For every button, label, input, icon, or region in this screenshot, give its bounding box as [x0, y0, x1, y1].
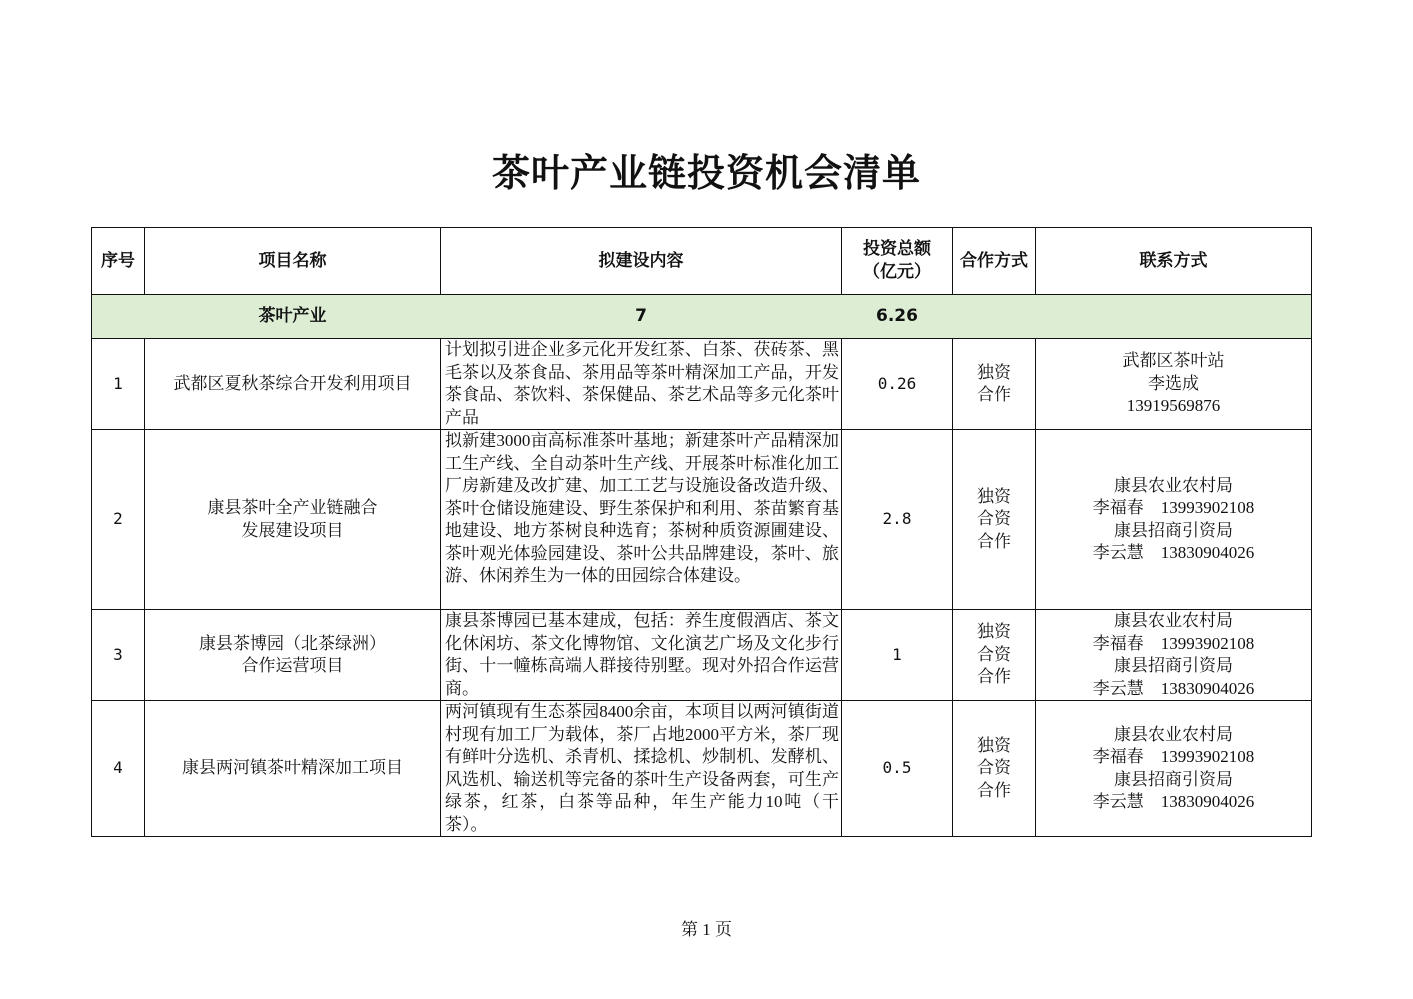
project-name [145, 430, 441, 610]
build-content: 计划拟引进企业多元化开发红茶、白茶、茯砖茶、黑毛茶以及茶食品、茶用品等茶叶精深加工产品，开发茶食品、茶饮料、茶保健品、茶艺术品等多元化茶叶产品 [441, 339, 842, 430]
header-seq: 序号 [92, 228, 145, 295]
contact-line: 李福春 13993902108 [1092, 633, 1255, 653]
investment-amount: 1 [842, 610, 953, 701]
investment-table [91, 227, 1312, 837]
project-name-line: 康县茶叶全产业链融合 [207, 498, 378, 517]
header-invest-line2: （亿元） [863, 262, 931, 282]
cooperation-line: 合资 [977, 644, 1011, 664]
header-name: 项目名称 [145, 228, 441, 295]
contact-line: 武都区茶叶站 [1122, 351, 1225, 371]
project-name-line: 康县两河镇茶叶精深加工项目 [182, 758, 403, 778]
investment-amount: 2.8 [842, 430, 953, 610]
project-name [145, 701, 441, 837]
page-title: 茶叶产业链投资机会清单 [491, 151, 921, 195]
header-contact: 联系方式 [1036, 228, 1312, 295]
table-row [92, 430, 1312, 610]
contact-line: 康县招商引资局 [1114, 656, 1233, 675]
table-row [92, 701, 1312, 837]
contact-info [1036, 430, 1312, 610]
table-header-row [92, 228, 1312, 295]
contact-info [1036, 701, 1312, 837]
page-footer: 第 1 页 [681, 920, 732, 939]
contact-line: 李云慧 13830904026 [1092, 678, 1255, 698]
table-row [92, 610, 1312, 701]
cooperation-line: 独资 [977, 486, 1011, 506]
investment-amount: 0.26 [842, 339, 953, 430]
build-content: 拟新建3000亩高标准茶叶基地；新建茶叶产品精深加工生产线、全自动茶叶生产线、开展茶叶标准化加工厂房新建及改扩建、加工工艺与设施设备改造升级、茶叶仓储设施建设、野生茶保护和利用、茶苗繁育基地建设、地方茶树良种选育；茶树种质资源圃建设、茶叶观光体验园建设、茶叶公共品牌建设，茶叶、旅游、休闲养生为一体的田园综合体建设。 [441, 430, 842, 610]
header-invest-line1: 投资总额 [863, 239, 931, 259]
project-name [145, 339, 441, 430]
cooperation-line: 独资 [977, 622, 1011, 642]
project-name [145, 610, 441, 701]
cooperation-line: 合作 [977, 780, 1011, 800]
contact-line: 康县招商引资局 [1114, 520, 1233, 540]
contact-line: 李选成 [1148, 373, 1199, 393]
header-invest [842, 228, 953, 295]
contact-line: 康县农业农村局 [1114, 475, 1233, 495]
category-row [92, 295, 1312, 339]
category-count: 7 [441, 295, 842, 339]
category-total: 6.26 [842, 295, 953, 339]
category-label: 茶叶产业 [145, 295, 441, 339]
build-content: 康县茶博园已基本建成，包括：养生度假酒店、茶文化休闲坊、茶文化博物馆、文化演艺广场及文化步行街、十一幢栋高端人群接待别墅。现对外招合作运营商。 [441, 610, 842, 701]
contact-line: 康县农业农村局 [1114, 611, 1233, 630]
row-seq: 4 [92, 701, 145, 837]
project-name-line: 合作运营项目 [241, 656, 344, 675]
contact-info [1036, 610, 1312, 701]
header-coop: 合作方式 [953, 228, 1036, 295]
cooperation-line: 合资 [977, 509, 1011, 529]
cooperation-mode [953, 339, 1036, 430]
cooperation-line: 合作 [977, 385, 1011, 404]
cooperation-line: 独资 [977, 362, 1011, 382]
contact-line: 康县招商引资局 [1114, 769, 1233, 789]
cooperation-line: 合资 [977, 758, 1011, 778]
table-row [92, 339, 1312, 430]
header-content: 拟建设内容 [441, 228, 842, 295]
project-name-line: 康县茶博园（北茶绿洲） [199, 633, 386, 653]
row-seq: 2 [92, 430, 145, 610]
cooperation-line: 合作 [977, 667, 1011, 687]
contact-line: 康县农业农村局 [1114, 724, 1233, 744]
contact-info [1036, 339, 1312, 430]
cooperation-mode [953, 610, 1036, 701]
contact-line: 李云慧 13830904026 [1092, 792, 1255, 811]
contact-line: 13919569876 [1126, 396, 1221, 416]
project-name-line: 武都区夏秋茶综合开发利用项目 [173, 373, 412, 393]
build-content: 两河镇现有生态茶园8400余亩，本项目以两河镇街道村现有加工厂为载体，茶厂占地2000平方米，茶厂现有鲜叶分选机、杀青机、揉捻机、炒制机、发酵机、风选机、输送机等完备的茶叶生产设备两套，可生产绿茶，红茶，白茶等品种，年生产能力10吨（干茶）。 [441, 701, 842, 837]
cooperation-mode [953, 701, 1036, 837]
contact-line: 李云慧 13830904026 [1092, 543, 1255, 562]
cooperation-line: 独资 [977, 735, 1011, 755]
row-seq: 1 [92, 339, 145, 430]
cooperation-line: 合作 [977, 531, 1011, 551]
contact-line: 李福春 13993902108 [1092, 747, 1255, 766]
cooperation-mode [953, 430, 1036, 610]
row-seq: 3 [92, 610, 145, 701]
investment-amount: 0.5 [842, 701, 953, 837]
contact-line: 李福春 13993902108 [1092, 498, 1255, 517]
project-name-line: 发展建设项目 [241, 520, 344, 540]
